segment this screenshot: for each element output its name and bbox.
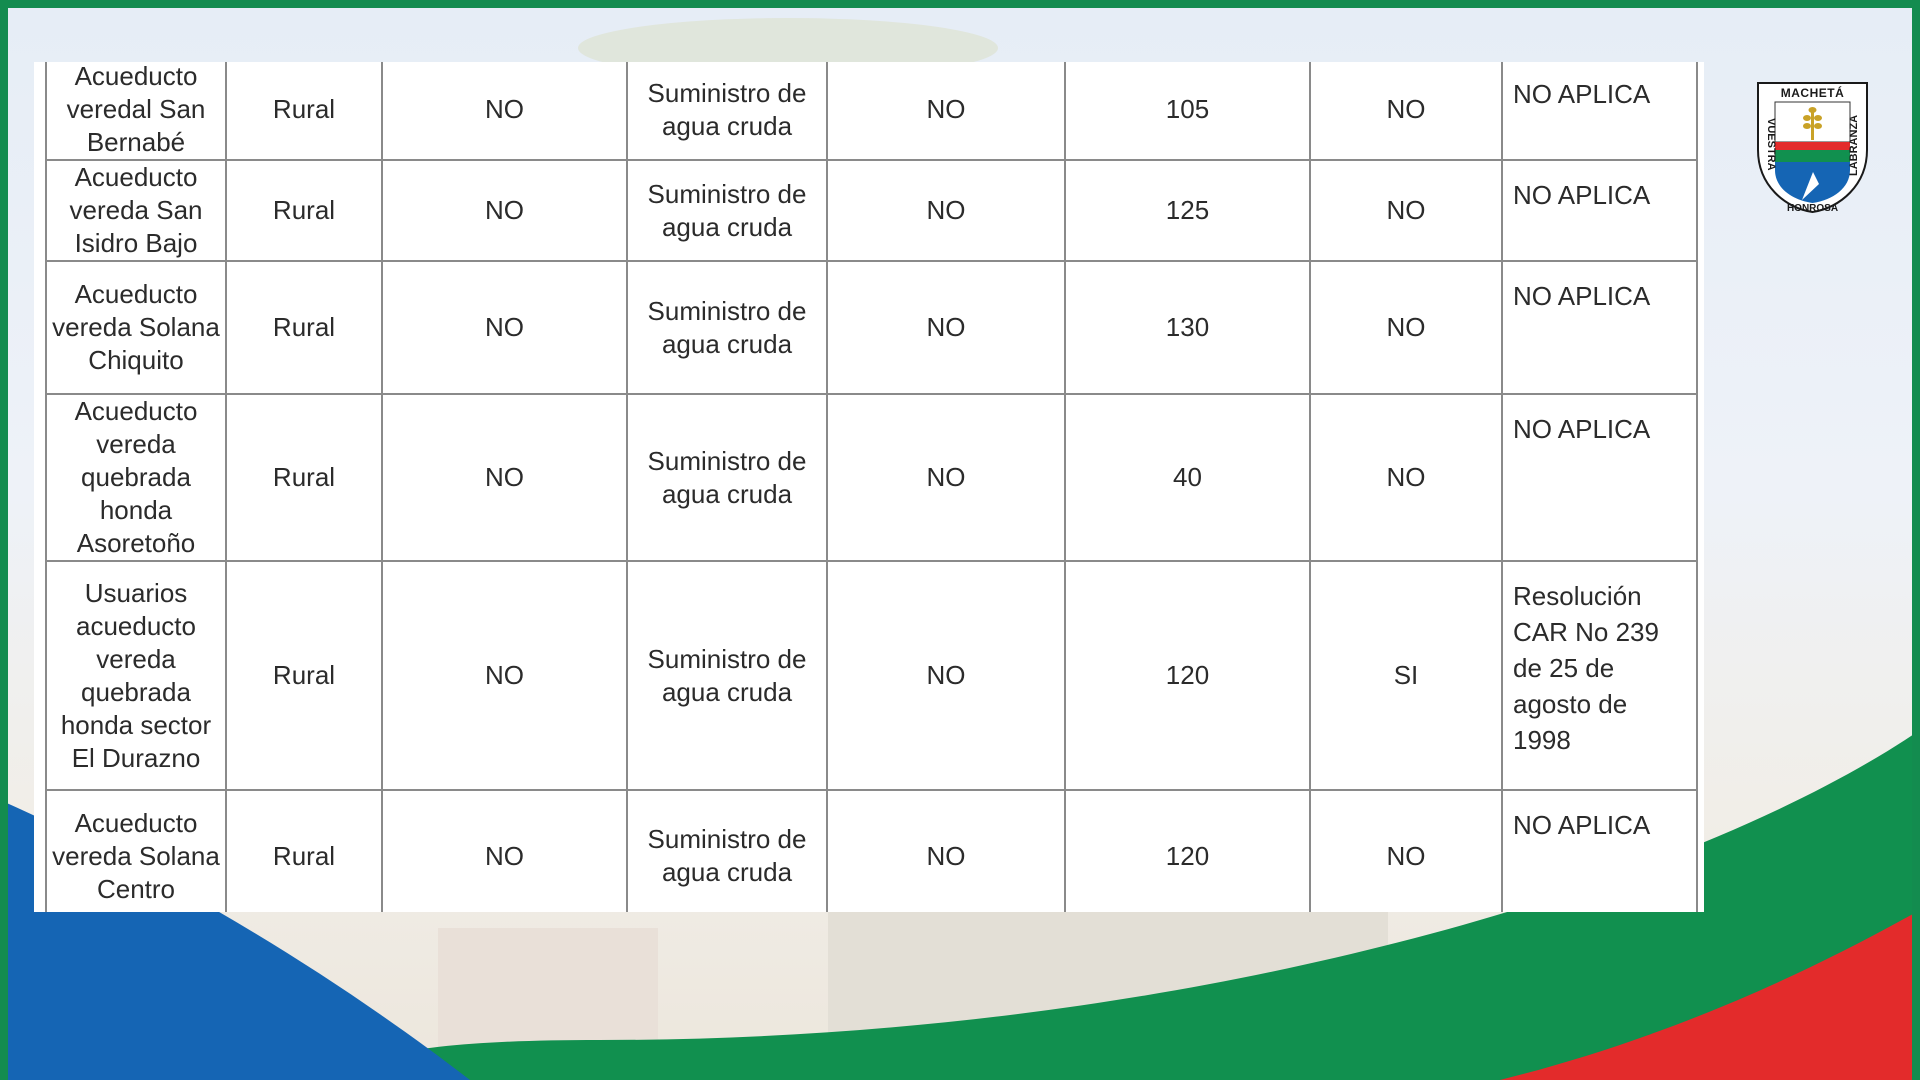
purpose-cell: Suministro de agua cruda <box>627 261 827 394</box>
zone-cell: Rural <box>226 62 382 160</box>
table-row <box>46 261 1697 394</box>
logo-right-text: LABRANZA <box>1848 114 1860 176</box>
status-cell: NO <box>827 394 1065 561</box>
resolution-cell: Resolución CAR No 239 de 25 de agosto de 1998 <box>1502 561 1697 790</box>
permit-cell: NO <box>1310 394 1502 561</box>
resolution-cell: NO APLICA <box>1502 160 1697 261</box>
permit-cell: SI <box>1310 561 1502 790</box>
water-supply-table <box>45 62 1698 912</box>
resolution-cell: NO APLICA <box>1502 62 1697 160</box>
resolution-cell: NO APLICA <box>1502 261 1697 394</box>
purpose-cell: Suministro de agua cruda <box>627 790 827 912</box>
status-cell: NO <box>382 160 627 261</box>
zone-cell: Rural <box>226 261 382 394</box>
purpose-cell: Suministro de agua cruda <box>627 561 827 790</box>
frame-left-border <box>0 0 8 1080</box>
zone-cell: Rural <box>226 561 382 790</box>
aqueduct-name-cell: Usuarios acueducto vereda quebrada honda sector El Durazno <box>46 561 226 790</box>
table-row <box>46 62 1697 160</box>
frame-right-border <box>1912 0 1920 1080</box>
status-cell: NO <box>382 62 627 160</box>
aqueduct-name-cell: Acueducto vereda quebrada honda Asoretoño <box>46 394 226 561</box>
logo-bottom-text: HONROSA <box>1786 203 1839 214</box>
table-body <box>46 62 1697 912</box>
aqueduct-name-cell: Acueducto vereda Solana Chiquito <box>46 261 226 394</box>
users-count-cell: 125 <box>1065 160 1310 261</box>
coat-of-arms-icon <box>1755 80 1870 215</box>
table-panel <box>34 62 1704 912</box>
status-cell: NO <box>827 62 1065 160</box>
table-row <box>46 394 1697 561</box>
status-cell: NO <box>827 160 1065 261</box>
purpose-cell: Suministro de agua cruda <box>627 62 827 160</box>
status-cell: NO <box>382 561 627 790</box>
zone-cell: Rural <box>226 790 382 912</box>
zone-cell: Rural <box>226 394 382 561</box>
status-cell: NO <box>827 790 1065 912</box>
logo-title: MACHETÁ <box>1780 86 1845 100</box>
table-row <box>46 561 1697 790</box>
aqueduct-name-cell: Acueducto veredal San Bernabé <box>46 62 226 160</box>
resolution-cell: NO APLICA <box>1502 394 1697 561</box>
purpose-cell: Suministro de agua cruda <box>627 160 827 261</box>
permit-cell: NO <box>1310 62 1502 160</box>
status-cell: NO <box>382 394 627 561</box>
table-row <box>46 160 1697 261</box>
municipality-logo <box>1755 80 1870 215</box>
status-cell: NO <box>827 561 1065 790</box>
permit-cell: NO <box>1310 261 1502 394</box>
table-row <box>46 790 1697 912</box>
users-count-cell: 120 <box>1065 790 1310 912</box>
status-cell: NO <box>382 261 627 394</box>
permit-cell: NO <box>1310 160 1502 261</box>
aqueduct-name-cell: Acueducto vereda San Isidro Bajo <box>46 160 226 261</box>
aqueduct-name-cell: Acueducto vereda Solana Centro <box>46 790 226 912</box>
status-cell: NO <box>827 261 1065 394</box>
resolution-cell: NO APLICA <box>1502 790 1697 912</box>
users-count-cell: 40 <box>1065 394 1310 561</box>
users-count-cell: 120 <box>1065 561 1310 790</box>
status-cell: NO <box>382 790 627 912</box>
logo-left-text: VUESTRA <box>1765 118 1777 171</box>
users-count-cell: 130 <box>1065 261 1310 394</box>
frame-top-border <box>0 0 1920 8</box>
purpose-cell: Suministro de agua cruda <box>627 394 827 561</box>
permit-cell: NO <box>1310 790 1502 912</box>
zone-cell: Rural <box>226 160 382 261</box>
users-count-cell: 105 <box>1065 62 1310 160</box>
